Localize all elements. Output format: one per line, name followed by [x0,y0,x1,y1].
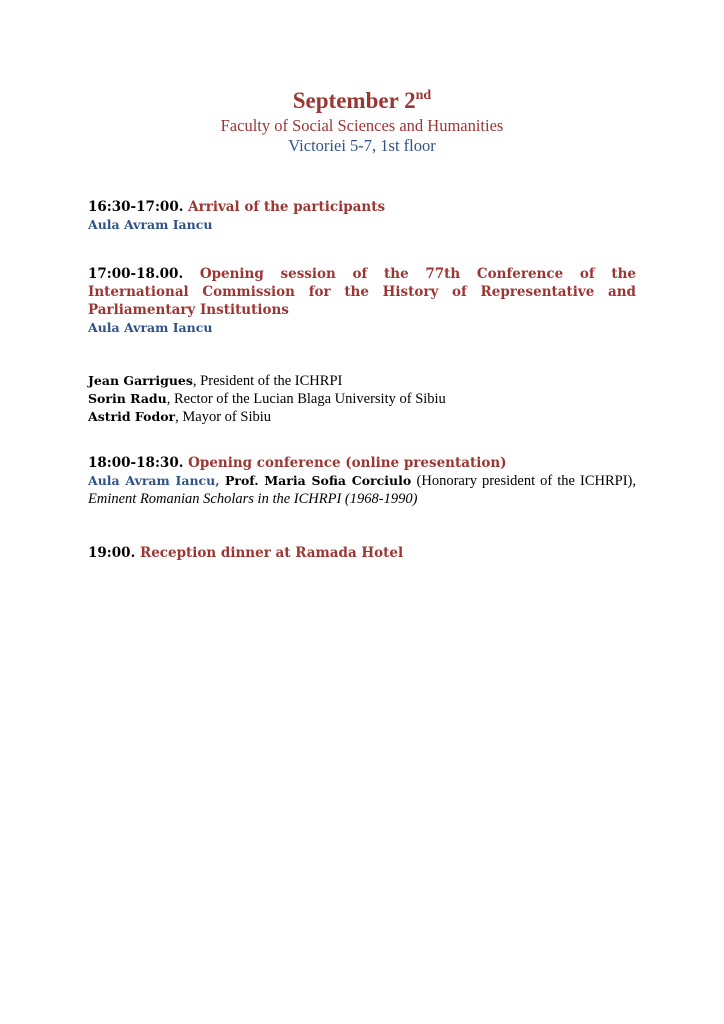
venue-address: Victoriei 5-7, 1st floor [288,136,436,155]
event-opening-session: 17:00-18.00. Opening session of the 77th Conference of the International Commission for the History of Representative and Parliamentary Institutions Aula Avram Iancu [88,266,636,335]
event-time: 18:00-18:30 [88,455,179,471]
conference-speaker: Prof. Maria Sofia Corciulo [224,473,412,488]
event-location: Aula Avram Iancu [88,217,213,232]
speaker-role: , Rector of the Lucian Blaga University of Sibiu [166,391,446,407]
page-header [0,86,724,156]
event-location: Aula Avram Iancu, [88,473,220,488]
event-title: Opening session of the 77th Conference of the International Commission for the History of Representative and Parliamentary Institutions [88,266,636,318]
speaker-name: Sorin Radu [88,391,167,406]
event-time: 17:00-18.00 [88,266,179,282]
speaker-name: Astrid Fodor [88,409,176,424]
speaker-list [88,372,636,426]
event-arrival: 16:30-17:00. Arrival of the participants Aula Avram Iancu [88,198,636,233]
event-title: Arrival of the participants [188,199,386,215]
speaker-name: Jean Garrigues [88,373,193,388]
speaker-role: , President of the ICHRPI [192,373,343,389]
speaker-item [88,390,636,408]
date-title: September 2nd [292,88,432,113]
event-title: Reception dinner at Ramada Hotel [139,545,404,561]
venue-name: Faculty of Social Sciences and Humanities [220,116,504,135]
speaker-role: , Mayor of Sibiu [175,409,271,425]
event-opening-conference: 18:00-18:30. Opening conference (online presentation) Aula Avram Iancu, Prof. Maria Sofia Corciulo (Honorary president of the ICHRPI), Eminent Romanian Scholars in the ICHRPI (1968-1990) [88,455,636,507]
conference-speaker-note: (Honorary president of the ICHRPI), [416,473,636,489]
speaker-item [88,408,636,426]
event-time: 19:00 [88,545,131,561]
conference-talk-title: Eminent Romanian Scholars in the ICHRPI (1968-1990) [88,491,418,507]
event-time: 16:30-17:00 [88,199,179,215]
event-location: Aula Avram Iancu [88,320,213,335]
speaker-item [88,372,636,390]
event-title: Opening conference (online presentation) [188,455,507,471]
event-dinner: 19:00. Reception dinner at Ramada Hotel [88,545,404,561]
date-ordinal-suffix: nd [415,88,432,103]
